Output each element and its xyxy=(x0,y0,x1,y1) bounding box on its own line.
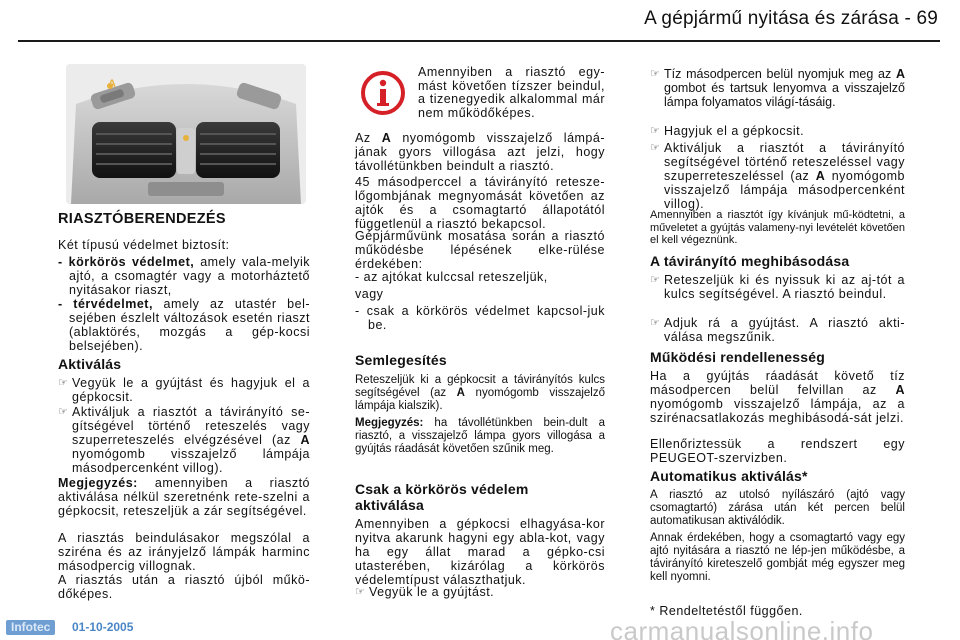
perimeter-title-line-2: aktiválása xyxy=(355,497,424,513)
infotec-badge: Infotec xyxy=(6,620,55,635)
perimeter-title-line-1: Csak a körkörös védelem xyxy=(355,481,529,497)
car-wash-option-1: - az ajtókat kulccsal reteszeljük, xyxy=(355,270,548,284)
note-label: Megjegyzés: xyxy=(58,476,138,490)
activation-step-2-b: nyomógomb visszajelző lámpája másodpercenként villog). xyxy=(72,447,310,475)
auto-activation-text-2: Annak érdekében, hogy a csomagtartó vagy egy ajtó nyitására a riasztó ne lép-jen működésbe, a távirányító kireteszelő gombját még egyszer meg kell nyomni. xyxy=(650,532,905,583)
footnote: * Rendeltetéstől függően. xyxy=(650,604,803,618)
section-title-perimeter-only xyxy=(355,481,528,513)
pointing-hand-icon: ☞ xyxy=(650,68,660,80)
note-text: ha távollétünkben bein-dult a riasztó, a visszajelző lámpa gyors villogása a gyújtás ráadását követően szűnik meg. xyxy=(355,417,605,455)
button-key-a: A xyxy=(300,433,310,447)
section-title-malfunction: Működési rendellenesség xyxy=(650,349,825,365)
figure-label-a: A xyxy=(108,78,116,90)
malfunction-service-text: Ellenőriztessük a rendszert egy PEUGEOT-szervizben. xyxy=(650,437,905,465)
perimeter-step-3-text: Hagyjuk el a gépkocsit. xyxy=(664,124,805,138)
print-date: 01-10-2005 xyxy=(72,620,134,634)
perimeter-step-3 xyxy=(650,124,905,138)
auto-activation-text-1: A riasztó az utolsó nyílászáró (ajtó vagy csomagtartó) zárása után két percen belül automatikusan aktiválódik. xyxy=(650,489,905,527)
remote-fault-step-2-text: Adjuk rá a gyújtást. A riasztó akti-válása megszűnik. xyxy=(664,316,905,344)
perimeter-step-2-text xyxy=(650,67,905,109)
malfunction-text-a: Ha a gyújtás ráadását követő tíz másodpercen belül felvillan az xyxy=(650,369,905,397)
perimeter-step-2 xyxy=(650,67,905,109)
perimeter-step-4 xyxy=(650,141,905,211)
activation-step-1-text: Vegyük le a gyújtást és hagyjuk el a gépkocsit. xyxy=(72,376,310,404)
car-wash-text: Gépjárművünk mosatása során a riasztó működésbe lépésének elke-rülése érdekében: xyxy=(355,229,605,271)
watermark: carmanualsonline.info xyxy=(610,616,874,640)
malfunction-text xyxy=(650,369,905,425)
header-rule xyxy=(18,40,940,42)
malfunction-text-b: nyomógomb visszajelző lámpája, az a szirénacsatlakozás meghibásodá-sát jelzi. xyxy=(650,397,905,425)
step-2-text-b: gombot és tartsuk lenyomva a visszajelző lámpa folyamatos világí-tásáig. xyxy=(664,81,905,109)
neutralise-note xyxy=(355,417,605,456)
section-title-alarm: RIASZTÓBERENDEZÉS xyxy=(58,211,226,227)
car-wash-or: vagy xyxy=(355,287,384,301)
section-title-remote-fault: A távirányító meghibásodása xyxy=(650,253,850,269)
page-header-bar xyxy=(0,0,960,46)
step-2-text-a: Tíz másodpercen belül nyomjuk meg az xyxy=(664,67,896,81)
pointing-hand-icon: ☞ xyxy=(58,377,68,389)
indicator-text-a: Az xyxy=(355,131,382,145)
alarm-trigger-text: A riasztás beindulásakor megszólal a sziréna és az irányjelző lámpák harminc másodpercig villognak. xyxy=(58,531,310,573)
activation-step-2-a: Aktiváljuk a riasztót a távirányító se-gítségével történő reteszelés vagy szuperreteszelés elvégzésével (az xyxy=(72,405,310,447)
section-title-activation: Aktiválás xyxy=(58,356,122,372)
activation-step-2-text xyxy=(58,405,310,475)
info-box-text: Amennyiben a riasztó egy-mást követően tízszer beindul, a tizenegyedik alkalommal már nem működőképes. xyxy=(418,65,605,120)
intro-text: Két típusú védelmet biztosít: xyxy=(58,238,230,252)
page-title: A gépjármű nyitása és zárása - 69 xyxy=(644,8,938,29)
pointing-hand-icon: ☞ xyxy=(650,142,660,154)
neutralise-text-a: Reteszeljük ki a gépkocsit a távirányítós kulcs segítségével (az xyxy=(355,374,605,399)
button-key-a: A xyxy=(815,169,826,183)
perimeter-step-1 xyxy=(355,585,605,599)
remote-fault-step-2 xyxy=(650,316,905,344)
step-4-text-a: Aktiváljuk a riasztót a távirányító segítségével történő reteszeléssel vagy szuperreteszeléssel (az xyxy=(664,141,905,183)
button-key-a: A xyxy=(381,131,392,145)
pointing-hand-icon: ☞ xyxy=(58,406,68,418)
neutralise-text xyxy=(355,374,605,413)
remote-fault-step-1-text: Reteszeljük ki és nyissuk ki az aj-tót a kulcs segítségével. A riasztó beindul. xyxy=(664,273,905,301)
protection-item-volumetric xyxy=(58,297,310,353)
note-label: Megjegyzés: xyxy=(355,417,424,429)
perimeter-small-note: Amennyiben a riasztót így kívánjuk mű-ködtetni, a műveletet a gyújtás valameny-nyi levételét követően el kell végeznünk. xyxy=(650,209,905,246)
pointing-hand-icon: ☞ xyxy=(650,317,660,329)
activation-step-1 xyxy=(58,376,310,404)
alarm-indicator-text xyxy=(355,131,605,173)
button-key-a: A xyxy=(895,383,905,397)
pointing-hand-icon: ☞ xyxy=(650,125,660,137)
pointing-hand-icon: ☞ xyxy=(650,274,660,286)
note-activation xyxy=(58,476,310,518)
neutralise-text-b: nyomógomb visszajelző lámpája kialszik). xyxy=(355,387,605,412)
button-key-a: A xyxy=(456,387,465,399)
perimeter-step-4-text xyxy=(650,141,905,211)
pointing-hand-icon: ☞ xyxy=(355,586,365,598)
remote-fault-step-1 xyxy=(650,273,905,301)
perimeter-label: - körkörös védelmet, xyxy=(58,255,195,269)
volumetric-text: amely az utastér bel-sejében észlelt változások esetén riaszt (ablaktörés, mozgás a gép-kocsi belsejében). xyxy=(69,297,311,353)
info-icon xyxy=(360,70,406,116)
protection-item-perimeter xyxy=(58,255,310,297)
section-title-neutralise: Semlegesítés xyxy=(355,352,447,368)
perimeter-text: amely vala-melyik ajtó, a csomagtér vagy a motorháztető nyitásakor riaszt, xyxy=(69,255,310,297)
auto-arm-text: 45 másodperccel a távirányító retesze-lőgombjának megnyomását követően az ajtók és a csomagtartó állapotától függetlenül a riasztó bekapcsol. xyxy=(355,175,605,231)
alarm-after-text: A riasztás után a riasztó újból műkö-dőképes. xyxy=(58,573,310,601)
activation-step-2 xyxy=(58,405,310,475)
step-4-text-b: nyomógomb visszajelző lámpája másodpercenként villog). xyxy=(664,169,905,211)
dashboard-illustration xyxy=(66,64,306,204)
indicator-text-b: nyomógomb visszajelző lámpá-jának gyors villogása azt jelzi, hogy távollétünkben beindult a riasztó. xyxy=(355,131,605,173)
dashboard-photo xyxy=(66,64,306,204)
button-key-a: A xyxy=(895,67,905,81)
car-wash-option-2: - csak a körkörös védelmet kapcsol-juk be. xyxy=(355,304,605,332)
section-title-auto-activation: Automatikus aktiválás* xyxy=(650,468,808,484)
perimeter-step-1-text: Vegyük le a gyújtást. xyxy=(369,585,495,599)
perimeter-only-text: Amennyiben a gépkocsi elhagyása-kor nyitva akarunk hagyni egy abla-kot, vagy ha egy állat marad a gépko-csi utasterében, kizárólag a körkörös védelemtípust választhatjuk. xyxy=(355,517,605,587)
note-text: amennyiben a riasztó aktiválása nélkül szeretnénk rete-szelni a gépkocsit, reteszeljük a zár segítségével. xyxy=(58,476,310,518)
volumetric-label: - térvédelmet, xyxy=(58,297,153,311)
